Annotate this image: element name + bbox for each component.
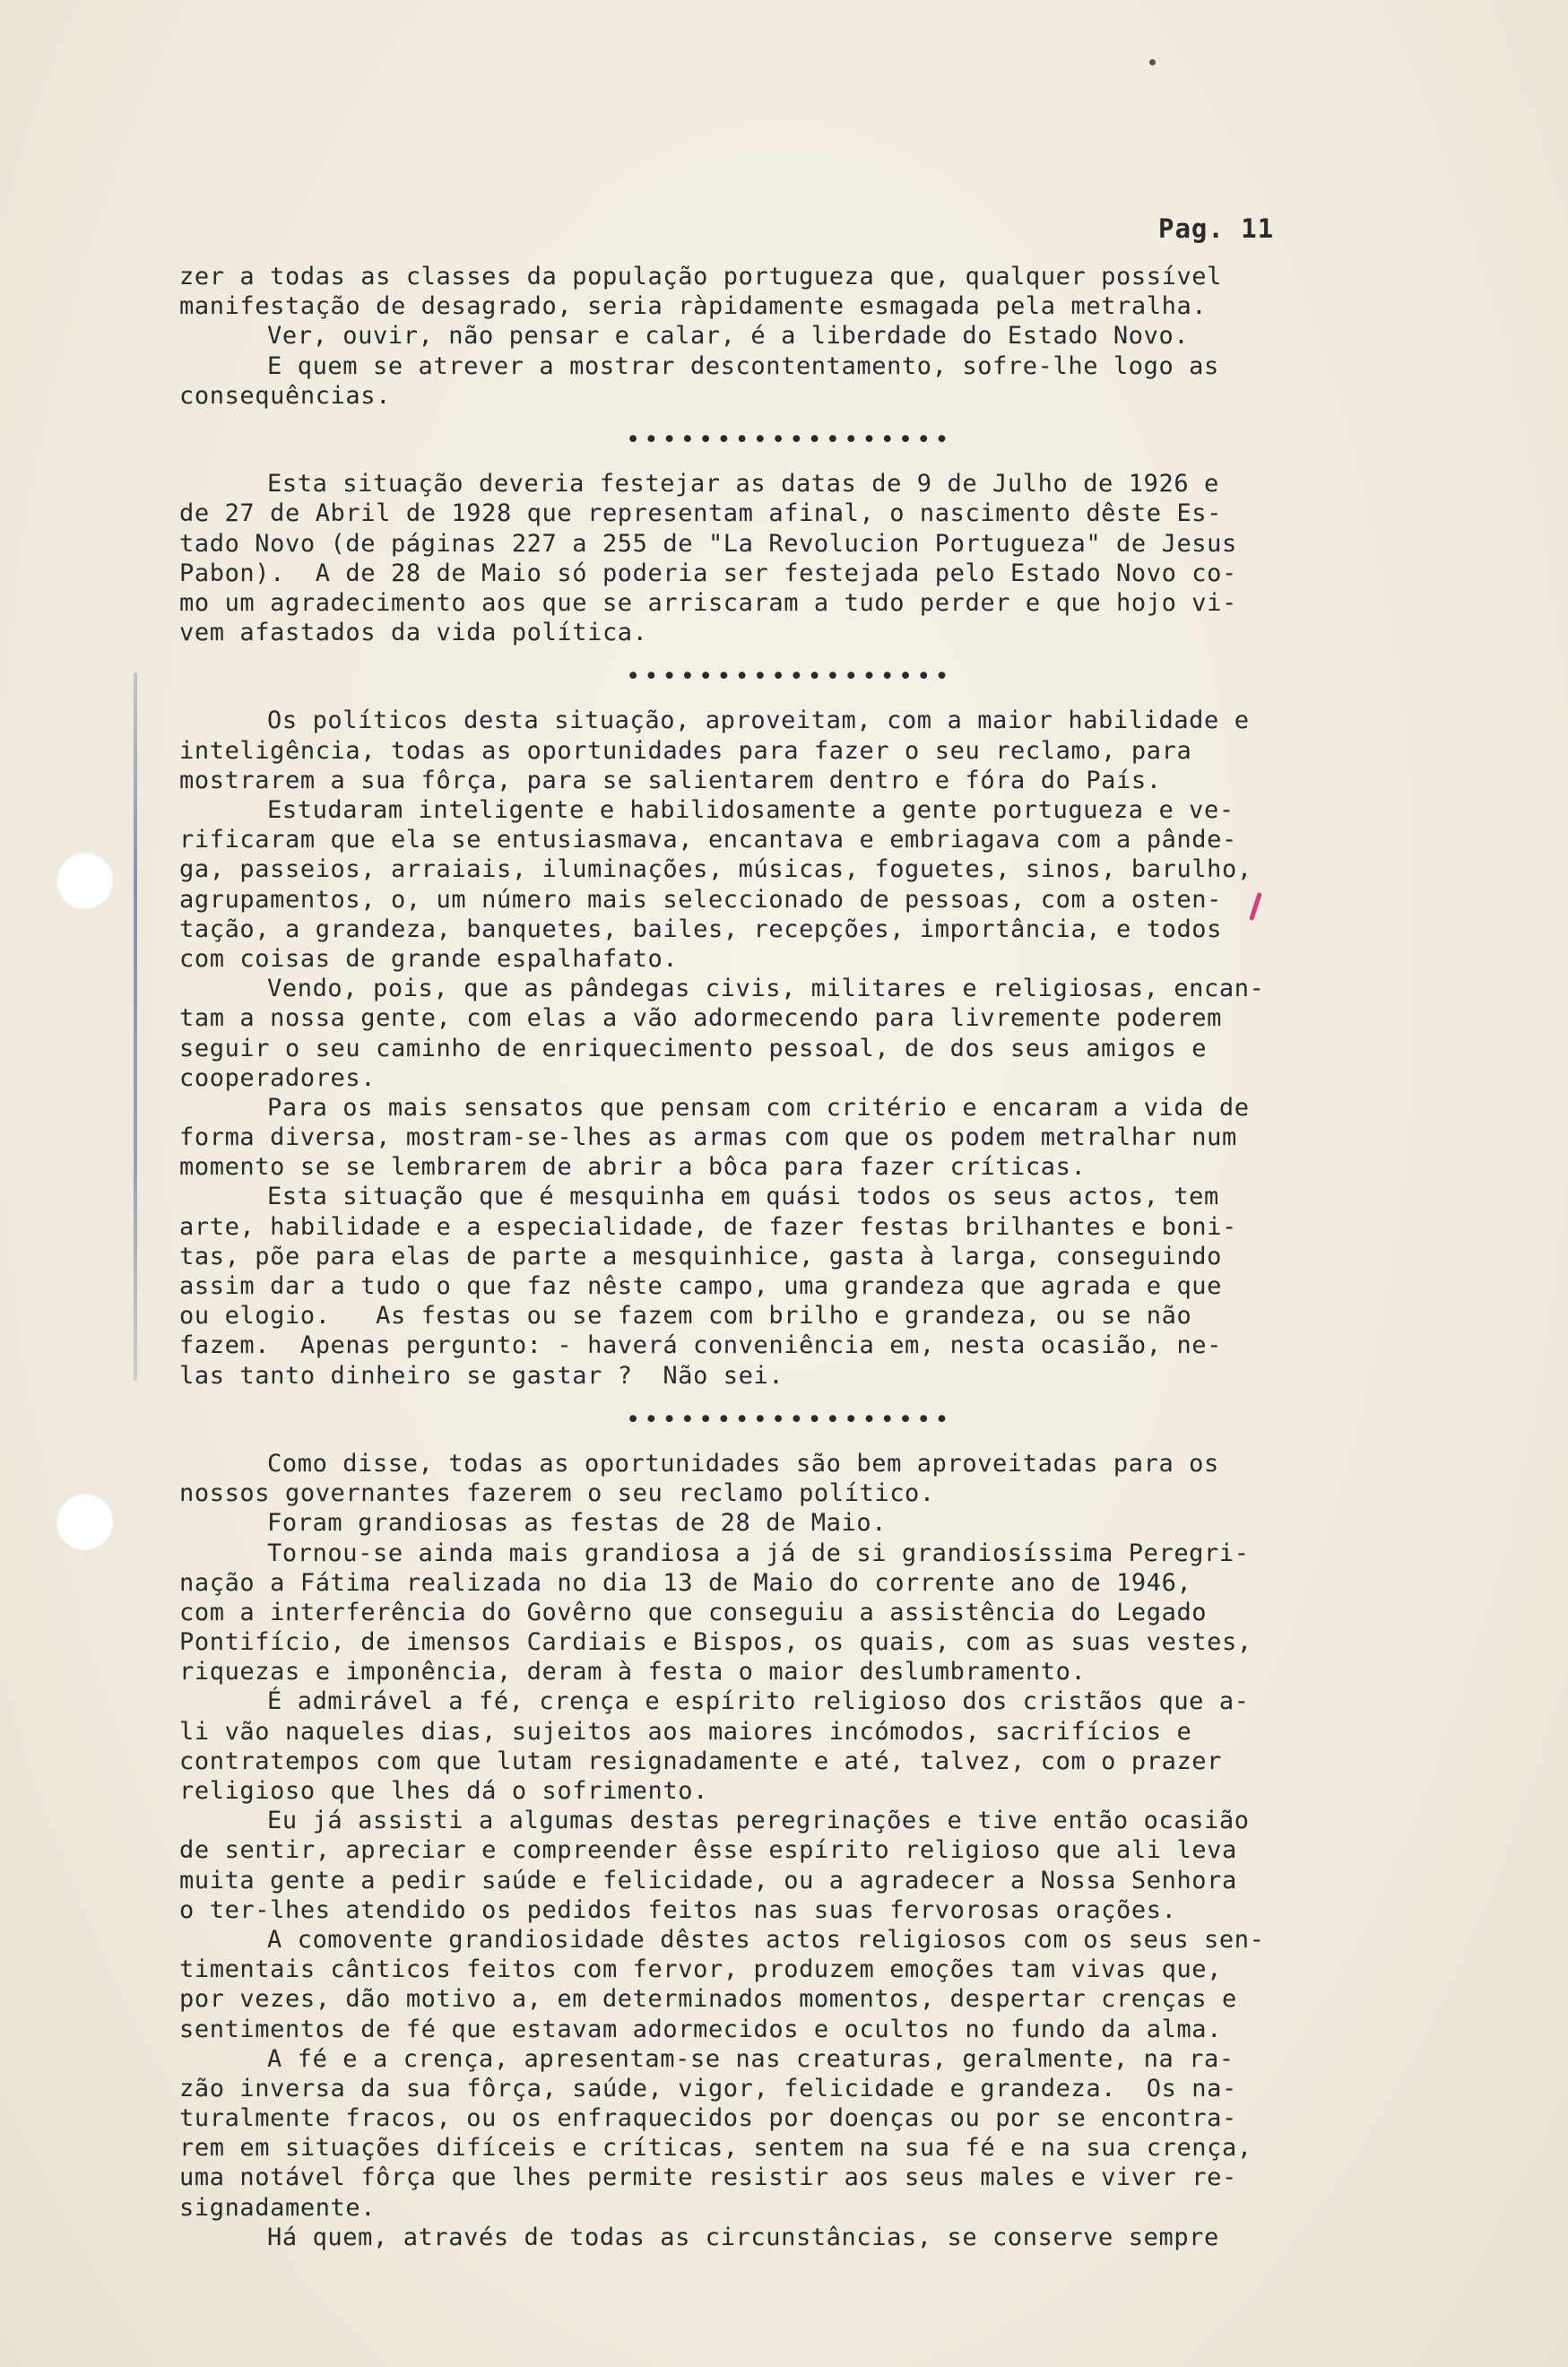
text-line: Como disse, todas as oportunidades são bem aproveitadas para os [267,1449,1219,1478]
paragraph [179,1686,1452,1806]
text-line: tado Novo (de páginas 227 a 255 de "La Revolucion Portugueza" de Jesus [179,529,1237,558]
text-line: assim dar a tudo o que faz nêste campo, uma grandeza que agrada e que [179,1272,1223,1300]
paragraph [179,706,1452,795]
section-separator: •••••••••••••••••• [626,1405,953,1434]
paragraph [179,1182,1452,1390]
paragraph [179,1539,1452,1687]
text-line: Pabon). A de 28 de Maio só poderia ser festejada pelo Estado Novo co- [179,559,1237,587]
section-separator: •••••••••••••••••• [626,425,953,454]
text-line: nossos governantes fazerem o seu reclamo político. [179,1479,935,1508]
text-line: manifestação de desagrado, seria ràpidamente esmagada pela metralha. [179,292,1208,321]
text-line: turalmente fracos, ou os enfraquecidos por doenças ou por se encontra- [179,2104,1237,2133]
page-number: Pag. 11 [1158,213,1275,244]
paragraph [179,795,1452,974]
text-line: Foram grandiosas as festas de 28 de Maio. [267,1509,888,1538]
text-line: É admirável a fé, crença e espírito religioso dos cristãos que a- [267,1687,1250,1716]
text-line: Esta situação que é mesquinha em quási todos os seus actos, tem [267,1183,1219,1211]
text-line: de sentir, apreciar e compreender êsse espírito religioso que ali leva [179,1836,1237,1865]
text-line: Vendo, pois, que as pândegas civis, militares e religiosas, encan- [267,975,1265,1003]
text-line: inteligência, todas as oportunidades para fazer o seu reclamo, para [179,736,1192,765]
text-line: fazem. Apenas pergunto: - haverá conveniência em, nesta ocasião, ne- [179,1331,1223,1360]
paragraph [179,1093,1452,1183]
text-line: Ver, ouvir, não pensar e calar, é a liberdade do Estado Novo. [267,322,1190,351]
punch-hole-upper [56,852,113,909]
text-line: muita gente a pedir saúde e felicidade, ou a agradecer a Nossa Senhora [179,1866,1237,1894]
text-line: riquezas e imponência, deram à festa o maior deslumbramento. [179,1658,1087,1686]
paragraph [179,2223,1452,2252]
text-line: seguir o seu caminho de enriquecimento pessoal, de dos seus amigos e [179,1034,1208,1062]
text-line: por vezes, dão motivo a, em determinados momentos, despertar crenças e [179,1985,1237,2014]
text-line: de 27 de Abril de 1928 que representam afinal, o nascimento dêste Es- [179,499,1223,528]
text-line: Esta situação deveria festejar as datas de 9 de Julho de 1926 e [267,470,1219,499]
text-line: li vão naqueles dias, sujeitos aos maiores incómodos, sacrifícios e [179,1717,1192,1746]
section-separator: •••••••••••••••••• [626,663,953,691]
text-line: momento se se lembrarem de abrir a bôca para fazer críticas. [179,1153,1087,1182]
paragraph [179,2044,1452,2223]
text-line: mo um agradecimento aos que se arriscaram a tudo perder e que hojo vi- [179,588,1237,617]
text-line: uma notável fôrça que lhes permite resistir aos seus males e viver re- [179,2163,1237,2192]
text-line: rem em situações difíceis e críticas, sentem na sua fé e na sua crença, [179,2134,1252,2163]
text-line: timentais cânticos feitos com fervor, produzem emoções tam vivas que, [179,1955,1223,1984]
text-line: agrupamentos, o, um número mais seleccionado de pessoas, com a osten- [179,885,1223,914]
paragraph [179,1806,1452,1925]
ink-dot [1149,59,1156,65]
text-line: religioso que lhes dá o sofrimento. [179,1777,708,1805]
text-line: zer a todas as classes da população portugueza que, qualquer possível [179,263,1223,290]
text-line: consequências. [179,381,391,410]
text-line: tação, a grandeza, banquetes, bailes, recepções, importância, e todos [179,915,1223,943]
text-line: cooperadores. [179,1063,377,1092]
text-line: nação a Fátima realizada no dia 13 de Maio do corrente ano de 1946, [179,1568,1192,1597]
text-line: Pontifício, de imensos Cardiais e Bispos, os quais, com as suas vestes, [179,1628,1252,1657]
paragraph [179,321,1452,351]
text-line: signadamente. [179,2193,377,2222]
paragraph [179,262,1452,321]
margin-pencil-mark [134,672,137,1381]
text-line: arte, habilidade e a especialidade, de fazer festas brilhantes e boni- [179,1212,1237,1241]
text-line: las tanto dinheiro se gastar ? Não sei. [179,1361,784,1390]
text-line: contratempos com que lutam resignadamente e até, talvez, com o prazer [179,1747,1223,1775]
typed-text-body [179,262,1452,2252]
text-line: com coisas de grande espalhafato. [179,944,679,973]
text-line: o ter-lhes atendido os pedidos feitos nas suas fervorosas orações. [179,1895,1177,1924]
text-line: Eu já assisti a algumas destas peregrinações e tive então ocasião [267,1807,1250,1835]
text-line: vem afastados da vida política. [179,619,648,647]
text-line: tam a nossa gente, com elas a vão adormecendo para livremente poderem [179,1004,1223,1033]
text-line: Para os mais sensatos que pensam com critério e encaram a vida de [267,1093,1250,1122]
paragraph [179,1508,1452,1538]
text-line: com a interferência do Govêrno que conseguiu a assistência do Legado [179,1598,1208,1626]
text-line: ga, passeios, arraiais, iluminações, músicas, foguetes, sinos, barulho, [179,855,1252,884]
text-line: Há quem, através de todas as circunstâncias, se conserve sempre [267,2223,1219,2251]
punch-hole-lower [56,1493,113,1550]
text-line: rificaram que ela se entusiasmava, encantava e embriagava com a pânde- [179,826,1237,854]
text-line: Os políticos desta situação, aproveitam, com a maior habilidade e [267,707,1250,735]
text-line: forma diversa, mostram-se-lhes as armas com que os podem metralhar num [179,1123,1237,1152]
text-line: ou elogio. As festas ou se fazem com brilho e grandeza, ou se não [179,1302,1192,1331]
text-line: mostrarem a sua fôrça, para se salientarem dentro e fóra do País. [179,766,1162,794]
paragraph [179,1925,1452,2044]
text-line: A comovente grandiosidade dêstes actos religiosos com os seus sen- [267,1925,1265,1954]
text-line: A fé e a crença, apresentam-se nas creaturas, geralmente, na ra- [267,2044,1234,2073]
text-line: Tornou-se ainda mais grandiosa a já de si grandiosíssima Peregri- [267,1539,1250,1567]
paragraph [179,469,1452,647]
text-line: E quem se atrever a mostrar descontentamento, sofre-lhe logo as [267,351,1219,380]
text-line: Estudaram inteligente e habilidosamente a gente portugueza e ve- [267,796,1234,824]
paragraph [179,351,1452,411]
paragraph [179,974,1452,1093]
paragraph [179,1449,1452,1508]
text-line: sentimentos de fé que estavam adormecidos e ocultos no fundo da alma. [179,2015,1223,2043]
text-line: zão inversa da sua fôrça, saúde, vigor, felicidade e grandeza. Os na- [179,2074,1237,2103]
text-line: tas, põe para elas de parte a mesquinhice, gasta à larga, conseguindo [179,1242,1223,1270]
